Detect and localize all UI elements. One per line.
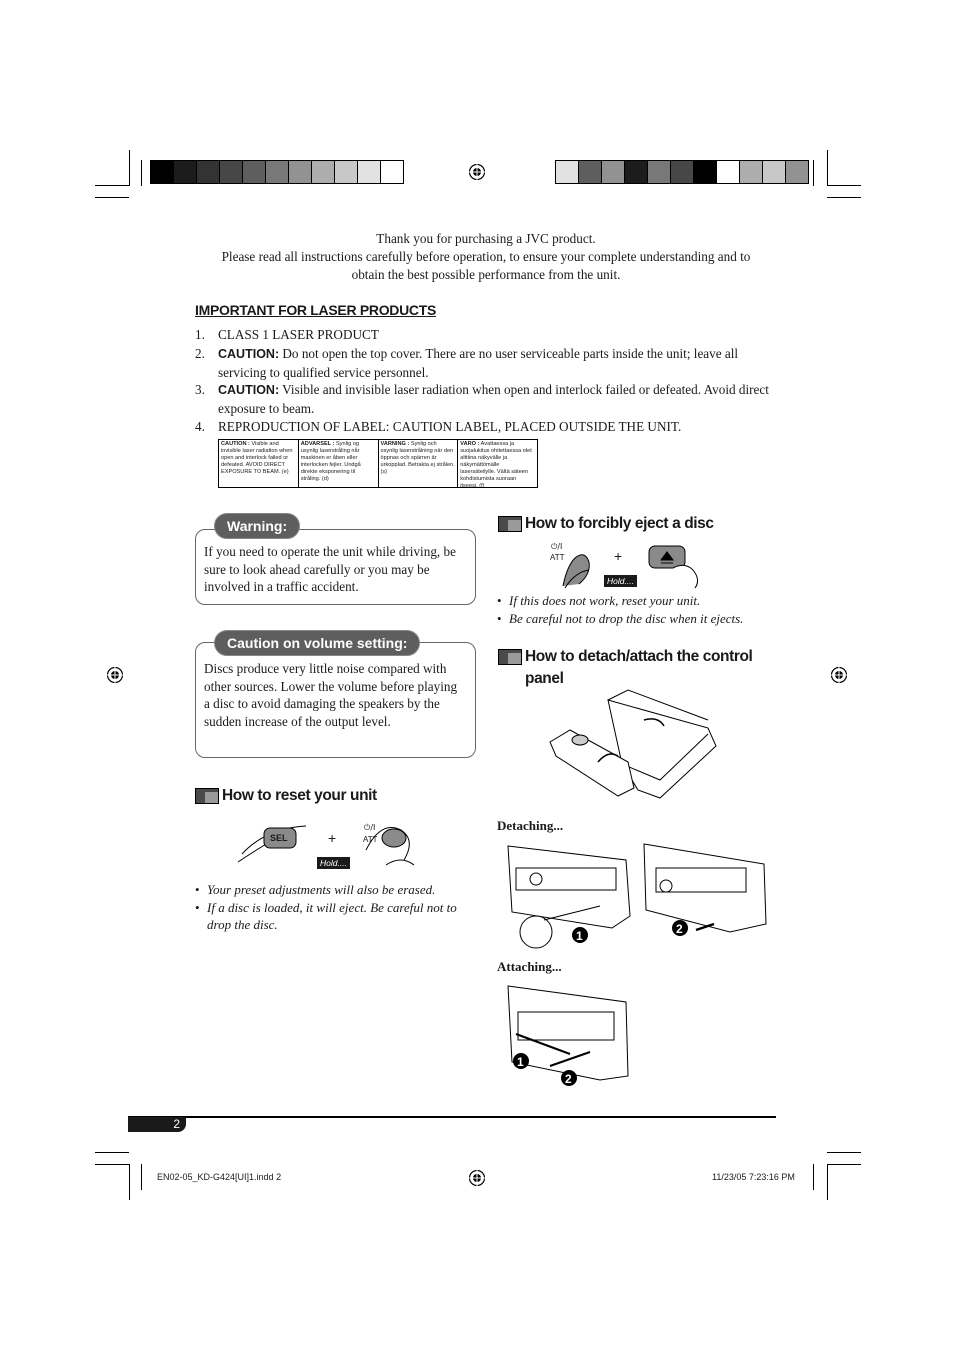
list-item: 3. CAUTION: Visible and invisible laser radiation when open and interlock failed or defeated. Avoid direct exposure to beam.: [195, 382, 769, 417]
volume-caution-text: Discs produce very little noise compared with other sources. Lower the volume before playing a disc to avoid damaging the speakers by the sudden increase of the output level.: [204, 661, 458, 730]
panel-title-line: How to detach/attach the control: [525, 648, 753, 665]
eject-notes: [497, 592, 777, 627]
reset-title: How to reset your unit: [222, 787, 377, 804]
color-swatch: [786, 161, 808, 183]
color-swatch: [625, 161, 648, 183]
color-swatch: [579, 161, 602, 183]
list-item: 4. REPRODUCTION OF LABEL: CAUTION LABEL, PLACED OUTSIDE THE UNIT.: [195, 418, 682, 434]
att-label: ATT: [550, 553, 565, 562]
color-swatch: [151, 161, 174, 183]
intro-text: [190, 230, 782, 284]
panel-title: [525, 646, 765, 690]
hold-badge: Hold....: [604, 575, 637, 587]
laser-heading: IMPORTANT FOR LASER PRODUCTS: [195, 302, 437, 318]
color-swatch: [289, 161, 312, 183]
panel-title-line: panel: [525, 670, 564, 687]
list-item: 2. CAUTION: Do not open the top cover. There are no user serviceable parts inside the unit; leave all servicing to qualified service personnel.: [195, 345, 739, 380]
plus-sign: +: [614, 548, 623, 564]
panel-case-illustration: [548, 690, 720, 802]
step-1-marker: 1: [576, 929, 583, 943]
color-swatch: [763, 161, 786, 183]
list-item: • If a disc is loaded, it will eject. Be careful not to drop the disc.: [195, 899, 457, 932]
list-item: • Your preset adjustments will also be erased.: [195, 882, 436, 897]
label-cell: CAUTION : Visible and invisible laser radiation when open and interlock failed or defeated. AVOID DIRECT EXPOSURE TO BEAM. (e): [219, 440, 299, 487]
color-swatch: [648, 161, 671, 183]
section-marker-icon: [498, 516, 522, 532]
registration-target-icon: [106, 666, 124, 684]
color-swatch: [335, 161, 358, 183]
step-2-marker: 2: [676, 922, 683, 936]
caution-label-reproduction: [218, 439, 538, 488]
section-marker-icon: [498, 649, 522, 665]
power-label: ⏻/I: [364, 823, 376, 832]
color-swatch: [243, 161, 266, 183]
step-1-marker: 1: [517, 1055, 524, 1069]
registration-target-icon: [468, 163, 486, 181]
registration-target-icon: [468, 1169, 486, 1187]
color-swatch: [556, 161, 579, 183]
color-swatch: [312, 161, 335, 183]
intro-line: Please read all instructions carefully before operation, to ensure your complete understanding and to: [221, 249, 751, 264]
label-cell: VARO : Avattaessa ja suojalukitus ohitettaessa olet alttiina näkyvälle ja näkymättömälle lasersäteilylle. Vältä säteen kohdistumista suoraan itseesi. (f): [460, 441, 532, 487]
color-swatch: [174, 161, 197, 183]
color-swatch: [671, 161, 694, 183]
label-cell: VARNING : Synlig och osynlig laserstrålning när den öppnas och spärren är urkopplad. Betrakta ej strålen. (s): [379, 440, 459, 487]
color-swatch: [602, 161, 625, 183]
color-swatch: [381, 161, 403, 183]
hold-badge: Hold....: [317, 857, 350, 869]
footer-date: 11/23/05 7:23:16 PM: [712, 1172, 795, 1182]
color-swatch: [197, 161, 220, 183]
laser-list: [195, 326, 775, 437]
att-label: ATT: [363, 835, 378, 844]
step-2-marker: 2: [565, 1072, 572, 1086]
label-cell: ADVARSEL : Synlig og usynlig laserstråling når maskinen er åben eller interlocken fejler. Undgå direkte eksponering til stråling. (d): [299, 440, 379, 487]
reset-notes: [195, 881, 475, 934]
sel-button-label: SEL: [270, 833, 288, 843]
attaching-label: Attaching...: [497, 959, 562, 974]
intro-line: Thank you for purchasing a JVC product.: [376, 231, 596, 246]
footer-file: EN02-05_KD-G424[UI]1.indd 2: [157, 1172, 282, 1182]
list-item: 1. CLASS 1 LASER PRODUCT: [195, 327, 379, 342]
plus-sign: +: [328, 830, 337, 846]
page-number: 2: [128, 1117, 186, 1132]
color-swatch: [266, 161, 289, 183]
attaching-illustration: [500, 982, 632, 1090]
color-swatch: [740, 161, 763, 183]
power-label: ⏻/I: [551, 542, 563, 551]
intro-line: obtain the best possible performance from the unit.: [351, 267, 621, 282]
warning-label: Warning:: [214, 513, 300, 539]
warning-text: If you need to operate the unit while driving, be sure to look ahead carefully or you may be involved in a traffic accident.: [204, 544, 456, 595]
color-calibration-bar-left: [150, 160, 404, 184]
color-swatch: [694, 161, 717, 183]
volume-caution-label: Caution on volume setting:: [214, 630, 420, 656]
footer-rule: [128, 1116, 776, 1118]
section-marker-icon: [195, 788, 219, 804]
detaching-label: Detaching...: [497, 818, 564, 833]
list-item: • If this does not work, reset your unit.: [497, 593, 701, 608]
eject-title: How to forcibly eject a disc: [525, 515, 714, 532]
color-calibration-bar-right: [555, 160, 809, 184]
color-swatch: [717, 161, 740, 183]
registration-target-icon: [830, 666, 848, 684]
list-item: • Be careful not to drop the disc when it ejects.: [497, 610, 744, 626]
color-swatch: [358, 161, 381, 183]
detaching-illustration: [500, 840, 770, 956]
color-swatch: [220, 161, 243, 183]
